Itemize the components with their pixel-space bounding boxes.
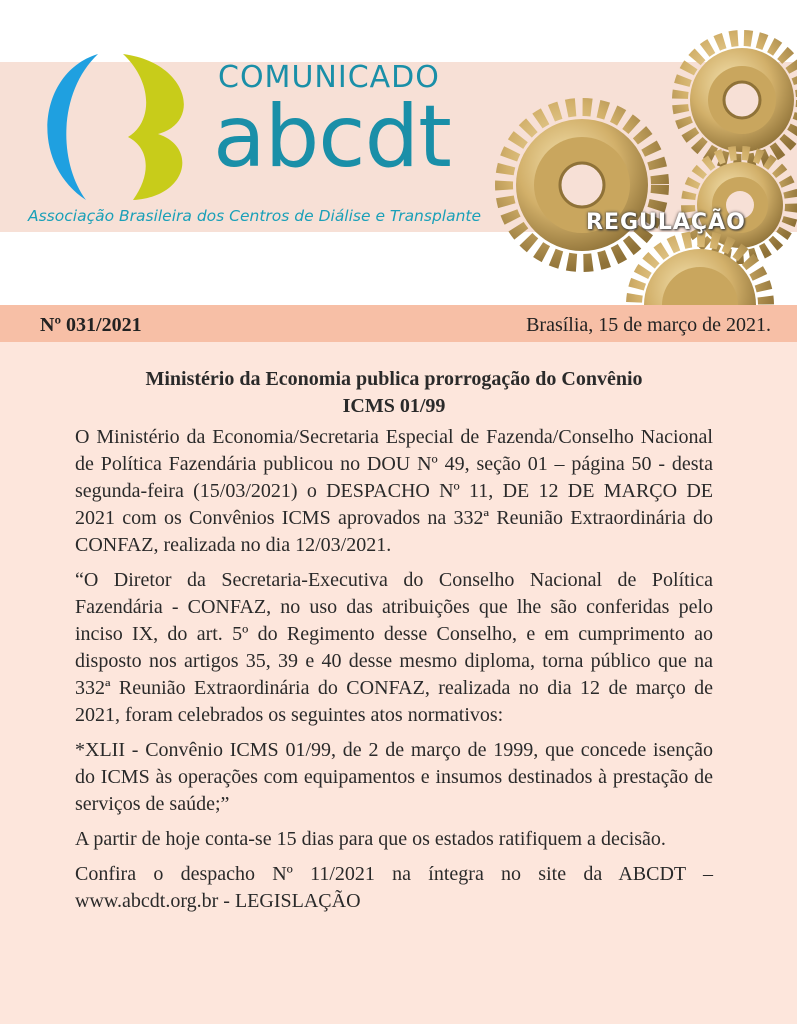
gears-icon: [490, 20, 797, 305]
paragraph-3: *XLII - Convênio ICMS 01/99, de 2 de março de 1999, que concede isenção do ICMS às operações com equipamentos e insumos destinados à prestação de serviços de saúde;”: [75, 739, 713, 815]
communique-number: Nº 031/2021: [40, 314, 142, 336]
paragraph-2: “O Diretor da Secretaria-Executiva do Conselho Nacional de Política Fazendária - CONFAZ, no uso das atribuições que lhe são conferidas pelo inciso IX, do art. 5º do Regimento desse Conselho, e em cumprimento ao disposto nos artigos 35, 39 e 40 desse mesmo diploma, torna público que na 332ª Reunião Extraordinária do CONFAZ, realizada no dia 12 de março de 2021, foram celebrados os seguintes atos normativos:: [75, 569, 713, 726]
title-line-1: Ministério da Economia publica prorrogação do Convênio: [145, 368, 643, 390]
brand-wordmark: abcdt: [213, 87, 451, 187]
header-banner: [0, 0, 797, 305]
comunicado-label: COMUNICADO: [218, 60, 440, 95]
regulacao-badge: REGULAÇÃO: [586, 210, 746, 235]
article-body: [75, 366, 713, 923]
info-bar: [0, 305, 797, 342]
article-title: [75, 366, 713, 420]
paragraph-4: A partir de hoje conta-se 15 dias para que os estados ratifiquem a decisão.: [75, 828, 666, 850]
communique-date: Brasília, 15 de março de 2021.: [526, 314, 771, 336]
title-line-2: ICMS 01/99: [342, 395, 446, 417]
paragraph-5: Confira o despacho Nº 11/2021 na íntegra no site da ABCDT – www.abcdt.org.br - LEGISLAÇÃO: [75, 863, 713, 912]
association-name: Associação Brasileira dos Centros de Diálise e Transplante: [28, 207, 482, 225]
paragraph-1: O Ministério da Economia/Secretaria Especial de Fazenda/Conselho Nacional de Política Fazendária publicou no DOU Nº 49, seção 01 – página 50 - desta segunda-feira (15/03/2021) o DESPACHO Nº 11, DE 12 DE MARÇO DE 2021 com os Convênios ICMS aprovados na 332ª Reunião Extraordinária do CONFAZ, realizada no dia 12/03/2021.: [75, 426, 713, 556]
abcdt-logo-icon: [28, 52, 198, 202]
